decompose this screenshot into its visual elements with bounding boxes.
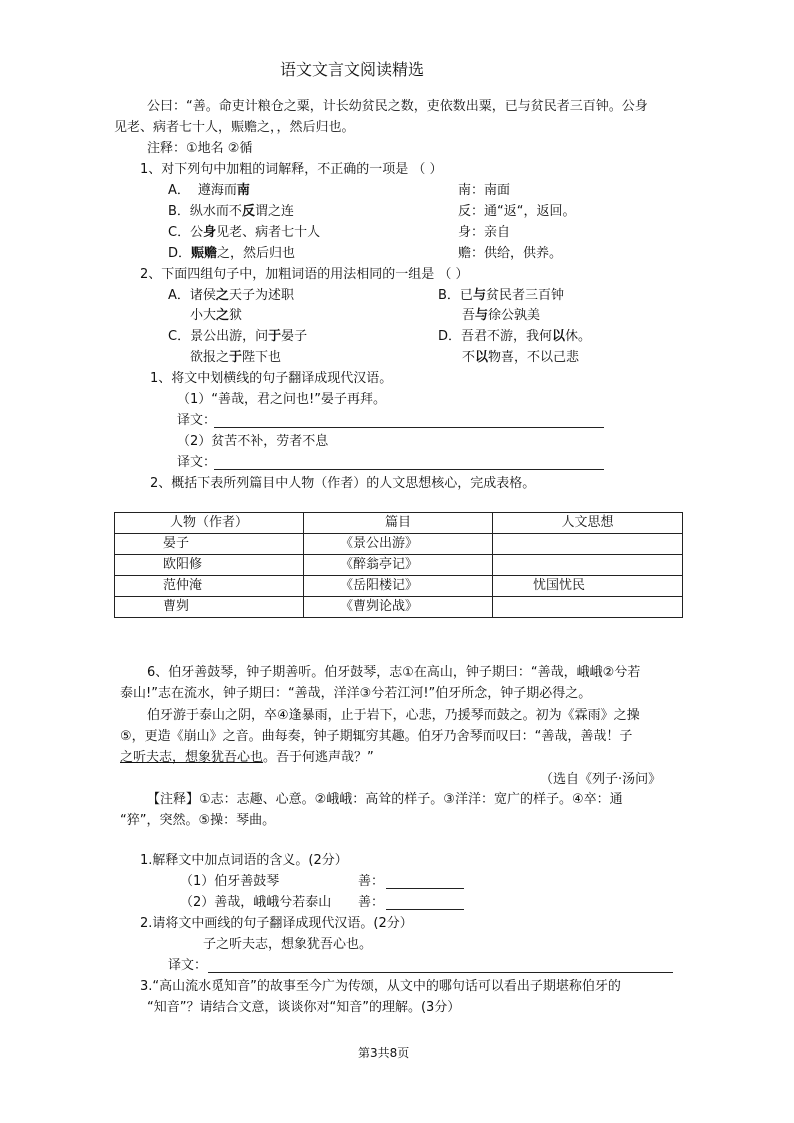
q3-answer-line-2[interactable] bbox=[214, 469, 604, 470]
table-cell-title: 《岳阳楼记》 bbox=[304, 576, 493, 597]
q5-item2: （2）善哉，峨峨兮若泰山 bbox=[180, 895, 332, 910]
q3-answer-label-1: 译文： bbox=[177, 413, 217, 428]
page-title: 语文文言文阅读精选 bbox=[280, 60, 425, 79]
q5-item1: （1）伯牙善鼓琴 bbox=[180, 874, 280, 889]
passage2-line1: 6、伯牙善鼓琴，钟子期善听。伯牙鼓琴，志①在高山，钟子期曰：“善哉，峨峨②兮若 bbox=[147, 665, 641, 680]
table-cell-thought[interactable] bbox=[493, 555, 683, 576]
q5-stem: 1.解释文中加点词语的含义。(2分） bbox=[140, 853, 348, 868]
table-cell-person: 欧阳修 bbox=[115, 555, 304, 576]
q1-option-c: C．公身见老、病者七十人 bbox=[168, 225, 321, 240]
q1-option-d: D．赈赡之，然后归也 bbox=[168, 246, 296, 261]
q5-translation-stem: 2.请将文中画线的句子翻译成现代汉语。(2分） bbox=[140, 916, 413, 931]
humanist-thought-table bbox=[114, 512, 683, 618]
q5-translation-sentence: 子之听夫志，想象犹吾心也。 bbox=[203, 937, 373, 952]
passage2-source: （选自《列子·汤问》 bbox=[540, 772, 662, 787]
passage2-note-line1: 【注释】①志：志趣、心意。②峨峨：高耸的样子。③洋洋：宽广的样子。④卒：通 bbox=[147, 792, 623, 807]
passage1-note: 注释：①地名 ②循 bbox=[147, 141, 253, 156]
q1-gloss-a: 南：南面 bbox=[458, 183, 511, 198]
q2-option-c1: C．景公出游，问于晏子 bbox=[168, 329, 308, 344]
passage2-line5: 之听夫志，想象犹吾心也。吾于何逃声哉？” bbox=[120, 750, 374, 765]
table-cell-thought[interactable] bbox=[493, 534, 683, 555]
table-cell-title: 《景公出游》 bbox=[304, 534, 493, 555]
q5-item1-label: 善： bbox=[358, 874, 385, 889]
q1-gloss-c: 身：亲自 bbox=[458, 225, 511, 240]
table-header-cell: 人文思想 bbox=[493, 513, 683, 534]
q3-answer-line-1[interactable] bbox=[214, 427, 604, 428]
table-header-row bbox=[115, 513, 683, 534]
q3-sentence-2: （2）贫苦不补，劳者不息 bbox=[177, 434, 329, 449]
q1-stem: 1、对下列句中加粗的词解释，不正确的一项是 （ ） bbox=[140, 162, 443, 177]
table-cell-title: 《曹刿论战》 bbox=[304, 597, 493, 618]
q5-q3-line1: 3.“高山流水觅知音”的故事至今广为传颂，从文中的哪句话可以看出子期堪称伯牙的 bbox=[140, 979, 621, 994]
q4-stem: 2、概括下表所列篇目中人物（作者）的人文思想核心，完成表格。 bbox=[150, 476, 536, 491]
q3-answer-label-2: 译文： bbox=[177, 455, 217, 470]
table-row bbox=[115, 555, 683, 576]
q3-stem: 1、将文中划横线的句子翻译成现代汉语。 bbox=[150, 371, 393, 386]
table-cell-person: 晏子 bbox=[115, 534, 304, 555]
table-cell-person: 曹刿 bbox=[115, 597, 304, 618]
q2-option-b1: B．已与贫民者三百钟 bbox=[438, 288, 564, 303]
table-row bbox=[115, 534, 683, 555]
q5-item2-blank[interactable] bbox=[386, 909, 464, 910]
passage2-line2: 泰山!”志在流水，钟子期曰：“善哉，洋洋③兮若江河!”伯牙所念，钟子期必得之。 bbox=[120, 686, 592, 701]
q2-option-a2: 小大之狱 bbox=[190, 308, 243, 323]
table-cell-title: 《醉翁亭记》 bbox=[304, 555, 493, 576]
q2-option-a1: A．诸侯之天子为述职 bbox=[168, 288, 294, 303]
q2-option-d1: D．吾君不游，我何以休。 bbox=[438, 329, 592, 344]
q2-stem: 2、下面四组句子中，加粗词语的用法相同的一组是 （ ） bbox=[140, 267, 469, 282]
passage2-line4: ⑤，更造《崩山》之音。曲每奏，钟子期辄穷其趣。伯牙乃舍琴而叹曰：“善哉，善哉！子 bbox=[120, 729, 633, 744]
passage1-line2: 见老、病者七十人，赈赡之，，然后归也。 bbox=[114, 120, 355, 135]
q2-option-c2: 欲报之于陛下也 bbox=[190, 350, 282, 365]
q3-sentence-1: （1）“善哉，君之问也!”晏子再拜。 bbox=[177, 392, 386, 407]
q5-item1-blank[interactable] bbox=[386, 888, 464, 889]
passage2-note-line2: “猝”，突然。⑤操：琴曲。 bbox=[120, 813, 276, 828]
q2-option-b2: 吾与徐公孰美 bbox=[462, 308, 541, 323]
q1-option-a: A． 遵海而南 bbox=[168, 183, 250, 198]
q1-gloss-d: 赡：供给，供养。 bbox=[458, 246, 563, 261]
passage1-line1: 公曰：“善。命吏计粮仓之粟，计长幼贫民之数，吏依数出粟，已与贫民者三百钟。公身 bbox=[147, 99, 648, 114]
q5-item2-label: 善： bbox=[358, 895, 385, 910]
table-header-cell: 篇目 bbox=[304, 513, 493, 534]
table-cell-thought: 忧国忧民 bbox=[493, 576, 683, 597]
q5-translation-line[interactable] bbox=[208, 972, 673, 973]
table-cell-thought[interactable] bbox=[493, 597, 683, 618]
q2-option-d2: 不以物喜，不以己悲 bbox=[462, 350, 580, 365]
q5-translation-label: 译文： bbox=[168, 958, 208, 973]
page-footer: 第3共8页 bbox=[358, 1046, 410, 1060]
underlined-sentence: 之听夫志，想象犹吾心也 bbox=[120, 750, 264, 765]
q1-gloss-b: 反：通“返“，返回。 bbox=[458, 204, 576, 219]
table-cell-person: 范仲淹 bbox=[115, 576, 304, 597]
table-row bbox=[115, 576, 683, 597]
q5-q3-line2: “知音”？请结合文意，谈谈你对“知音”的理解。(3分） bbox=[147, 1000, 461, 1015]
q1-option-b: B．纵水而不反谓之连 bbox=[168, 204, 294, 219]
table-row bbox=[115, 597, 683, 618]
passage2-line3: 伯牙游于泰山之阴，卒④逢暴雨，止于岩下，心悲，乃援琴而鼓之。初为《霖雨》之操 bbox=[147, 708, 640, 723]
table-header-cell: 人物（作者） bbox=[115, 513, 304, 534]
